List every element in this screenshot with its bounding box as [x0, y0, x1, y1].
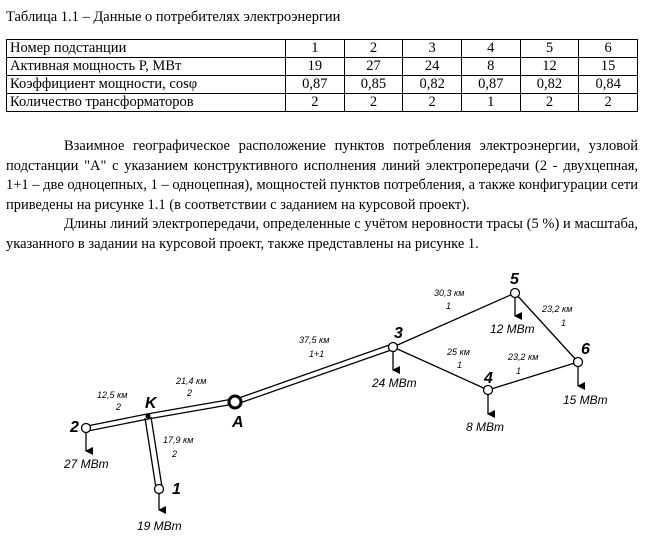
line-k-1-b — [151, 417, 162, 487]
node-label-2: 2 — [70, 419, 79, 436]
node-label-1: 1 — [172, 481, 181, 498]
table-cell: 2 — [520, 94, 579, 112]
node-label-6: 6 — [581, 341, 590, 358]
table-cell: 0,85 — [344, 76, 403, 94]
line-2-k-chains: 2 — [116, 402, 122, 412]
node-circle-5 — [511, 289, 520, 298]
line-k-1-length: 17,9 км — [163, 435, 194, 445]
table-cell: 6 — [579, 40, 638, 58]
row-label: Номер подстанции — [7, 40, 286, 58]
load-label-3: 24 МВт — [372, 376, 417, 390]
node-circle-6 — [574, 358, 583, 367]
load-label-1: 19 МВт — [137, 519, 182, 533]
line-3-4-chains: 1 — [457, 360, 463, 370]
table-cell: 2 — [579, 94, 638, 112]
table-cell: 19 — [286, 58, 345, 76]
load-label-6: 15 МВт — [563, 393, 608, 407]
row-label: Количество трансформаторов — [7, 94, 286, 112]
table-cell: 1 — [286, 40, 345, 58]
line-2-k-b — [88, 419, 148, 431]
node-label-5: 5 — [510, 271, 519, 288]
node-circle-1 — [155, 485, 164, 494]
line-3-5-chains: 1 — [446, 301, 452, 311]
table-cell: 4 — [461, 40, 520, 58]
load-label-5: 12 МВт — [490, 322, 535, 336]
line-3-5-length: 30,3 км — [434, 288, 465, 298]
node-circle-2 — [82, 424, 91, 433]
line-a-3-chains: 1+1 — [309, 349, 325, 359]
table-cell: 2 — [344, 94, 403, 112]
table-cell: 24 — [403, 58, 462, 76]
line-4-6-length: 23,2 км — [508, 352, 539, 362]
line-a-3-length: 37,5 км — [299, 335, 330, 345]
table-cell: 12 — [520, 58, 579, 76]
table-cell: 5 — [520, 40, 579, 58]
line-3-4-length: 25 км — [447, 347, 470, 357]
table-cell: 0,84 — [579, 76, 638, 94]
table-cell: 0,82 — [403, 76, 462, 94]
node-label-k: K — [145, 395, 157, 412]
table-caption: Таблица 1.1 – Данные о потребителях электроэнергии — [6, 9, 341, 25]
line-4-6 — [488, 362, 578, 390]
node-dot-k — [146, 414, 151, 419]
load-label-4: 8 МВт — [466, 420, 505, 434]
paragraph-line-lengths: Длины линий электропередачи, определенные с учётом неровности трасы (5 %) и масштаба, указанного в задании на курсовой проект, также представлены на рисунке 1. — [6, 216, 638, 252]
line-2-k-a — [87, 414, 147, 426]
line-k-1-chains: 2 — [172, 449, 178, 459]
node-label-a: A — [232, 414, 244, 431]
table-cell: 0,87 — [461, 76, 520, 94]
load-label-2: 27 МВт — [64, 457, 109, 471]
table-cell: 1 — [461, 94, 520, 112]
line-5-6-length: 23,2 км — [542, 304, 573, 314]
table-cell: 2 — [286, 94, 345, 112]
node-label-3: 3 — [394, 325, 403, 342]
table-cell: 2 — [403, 94, 462, 112]
table-cell: 0,87 — [286, 76, 345, 94]
table-cell: 8 — [461, 58, 520, 76]
node-circle-a — [229, 396, 241, 408]
line-5-6-chains: 1 — [561, 318, 567, 328]
line-4-6-chains: 1 — [516, 366, 522, 376]
line-3-5 — [393, 293, 515, 347]
table-cell: 2 — [344, 40, 403, 58]
table-cell: 0,82 — [520, 76, 579, 94]
paragraph-layout-description: Взаимное географическое расположение пунктов потребления электроэнергии, узловой подстанции "А" с указанием конструктивного исполнения линий электропередачи (2 - двухцепная, 1+1 – две одноцепных, 1 – одноцепная), мощностей пунктов потребления, а также конфигурации сети приведены на рисунке 1.1 (в соответствии с заданием на курсовой проект). — [6, 138, 638, 213]
table-cell: 3 — [403, 40, 462, 58]
table-cell: 27 — [344, 58, 403, 76]
line-k-a-length: 21,4 км — [176, 376, 207, 386]
node-label-4: 4 — [484, 370, 493, 387]
row-label: Коэффициент мощности, cosφ — [7, 76, 286, 94]
line-k-1-a — [145, 418, 156, 488]
table-cell: 15 — [579, 58, 638, 76]
line-2-k-length: 12,5 км — [97, 390, 128, 400]
node-circle-3 — [389, 343, 398, 352]
line-k-a-chains: 2 — [187, 388, 193, 398]
row-label: Активная мощность P, МВт — [7, 58, 286, 76]
